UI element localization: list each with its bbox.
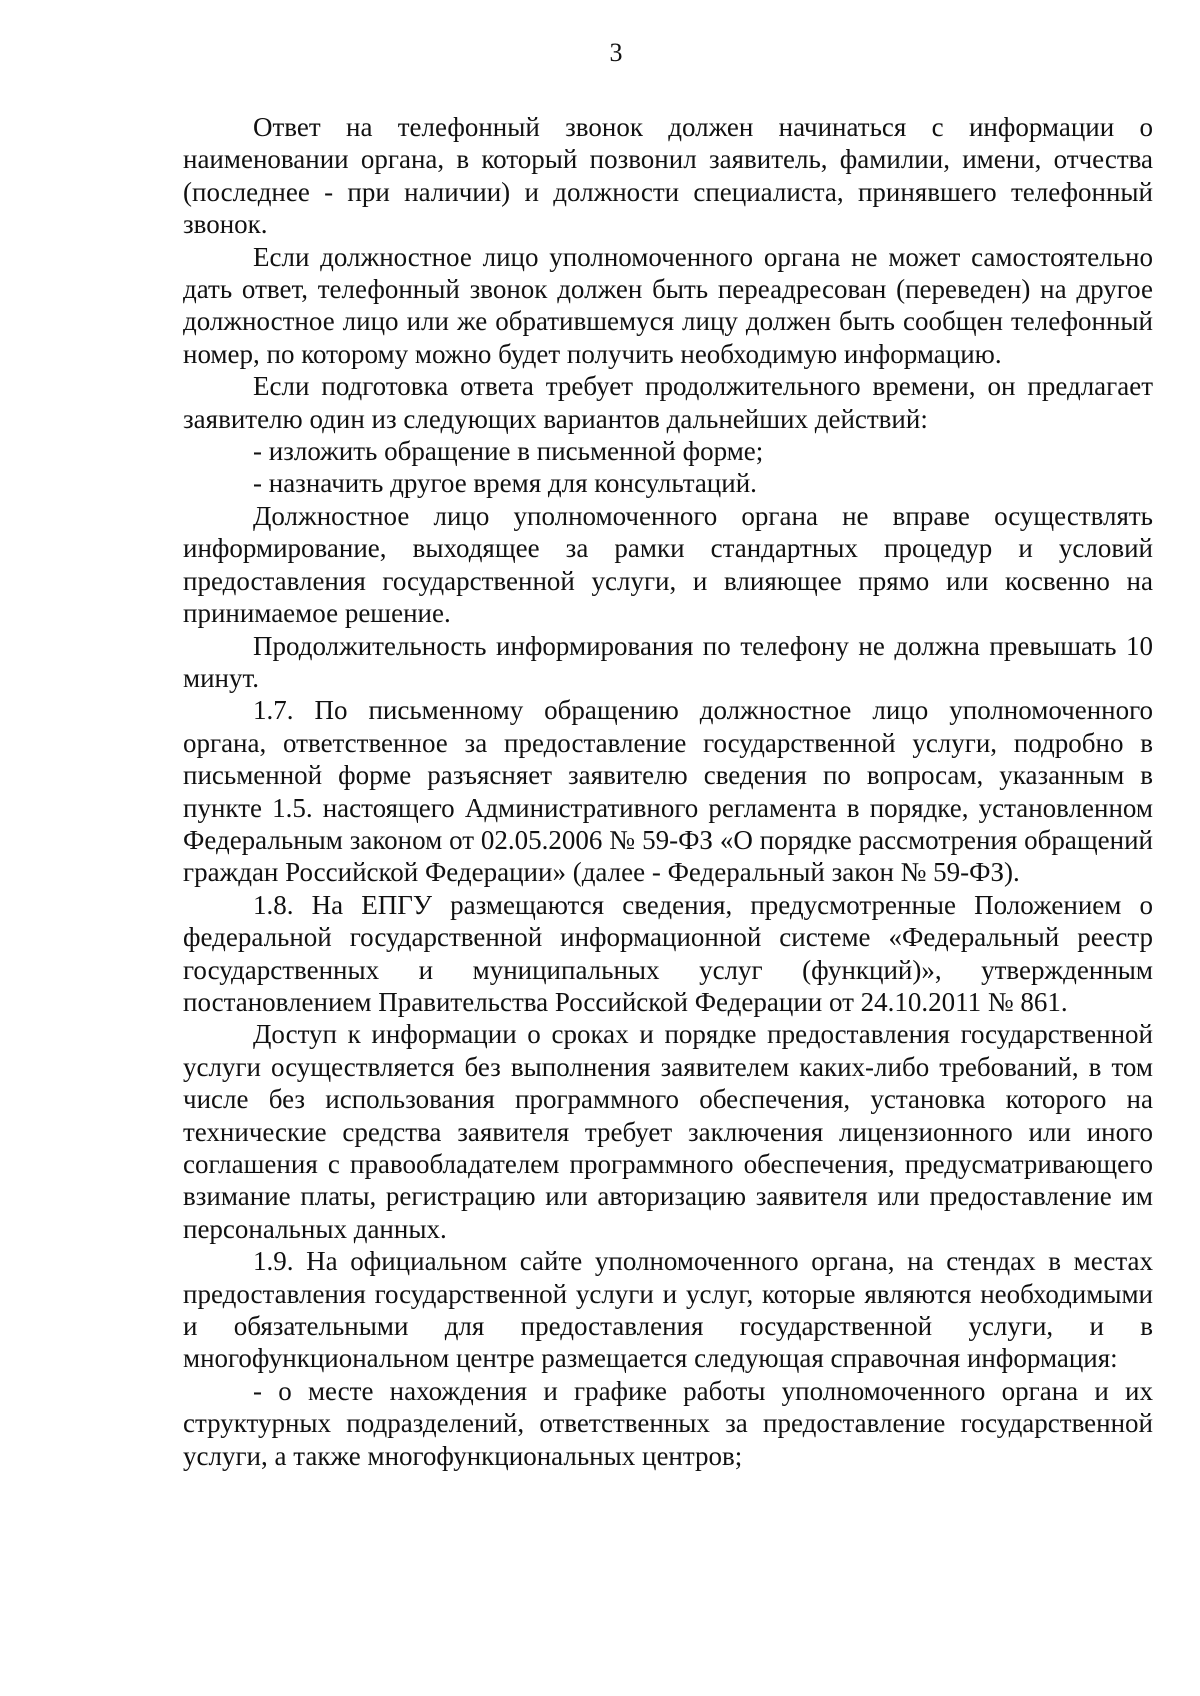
paragraph-phone-answer: Ответ на телефонный звонок должен начинаться с информации о наименовании органа, в который позвонил заявитель, фамилии, имени, отчества (последнее - при наличии) и должности специалиста, принявшего телефонный звонок. <box>183 112 1153 240</box>
page-number: 3 <box>609 38 623 67</box>
paragraph-duration: Продолжительность информирования по телефону не должна превышать 10 минут. <box>183 630 1153 693</box>
paragraph-1-9: 1.9. На официальном сайте уполномоченного органа, на стендах в местах предоставления государственной услуги и услуг, которые являются необходимыми и обязательными для предоставления государственной услуги, и в многофункциональном центре размещается следующая справочная информация: <box>183 1246 1153 1374</box>
paragraph-long-answer: Если подготовка ответа требует продолжительного времени, он предлагает заявителю один из следующих вариантов дальнейших действий: <box>183 371 1153 434</box>
list-item-location: - о месте нахождения и графике работы уполномоченного органа и их структурных подразделений, ответственных за предоставление государственной услуги, а также многофункциональных центров; <box>183 1375 1153 1471</box>
paragraph-1-8: 1.8. На ЕПГУ размещаются сведения, предусмотренные Положением о федеральной государственной информационной системе «Федеральный реестр государственных и муниципальных услуг (функций)», утвержденным постановлением Правительства Российской Федерации от 24.10.2011 № 861. <box>183 889 1153 1017</box>
paragraph-1-7: 1.7. По письменному обращению должностное лицо уполномоченного органа, ответственное за предоставление государственной услуги, подробно в письменной форме разъясняет заявителю сведения по вопросам, указанным в пункте 1.5. настоящего Административного регламента в порядке, установленном Федеральным законом от 02.05.2006 № 59-ФЗ «О порядке рассмотрения обращений граждан Российской Федерации» (далее - Федеральный закон № 59-ФЗ). <box>183 695 1153 888</box>
paragraph-access: Доступ к информации о сроках и порядке предоставления государственной услуги осуществляется без выполнения заявителем каких-либо требований, в том числе без использования программного обеспечения, установка которого на технические средства заявителя требует заключения лицензионного или иного соглашения с правообладателем программного обеспечения, предусматривающего взимание платы, регистрацию или авторизацию заявителя или предоставление им персональных данных. <box>183 1019 1153 1244</box>
list-item-written-form: - изложить обращение в письменной форме; <box>253 436 764 467</box>
paragraph-redirect: Если должностное лицо уполномоченного органа не может самостоятельно дать ответ, телефонный звонок должен быть переадресован (переведен) на другое должностное лицо или же обратившемуся лицу должен быть сообщен телефонный номер, по которому можно будет получить необходимую информацию. <box>183 241 1153 369</box>
paragraph-restrictions: Должностное лицо уполномоченного органа не вправе осуществлять информирование, выходящее за рамки стандартных процедур и условий предоставления государственной услуги, и влияющее прямо или косвенно на принимаемое решение. <box>183 500 1153 629</box>
document-body <box>183 111 1153 1472</box>
list-item-other-time: - назначить другое время для консультаций. <box>253 468 757 499</box>
